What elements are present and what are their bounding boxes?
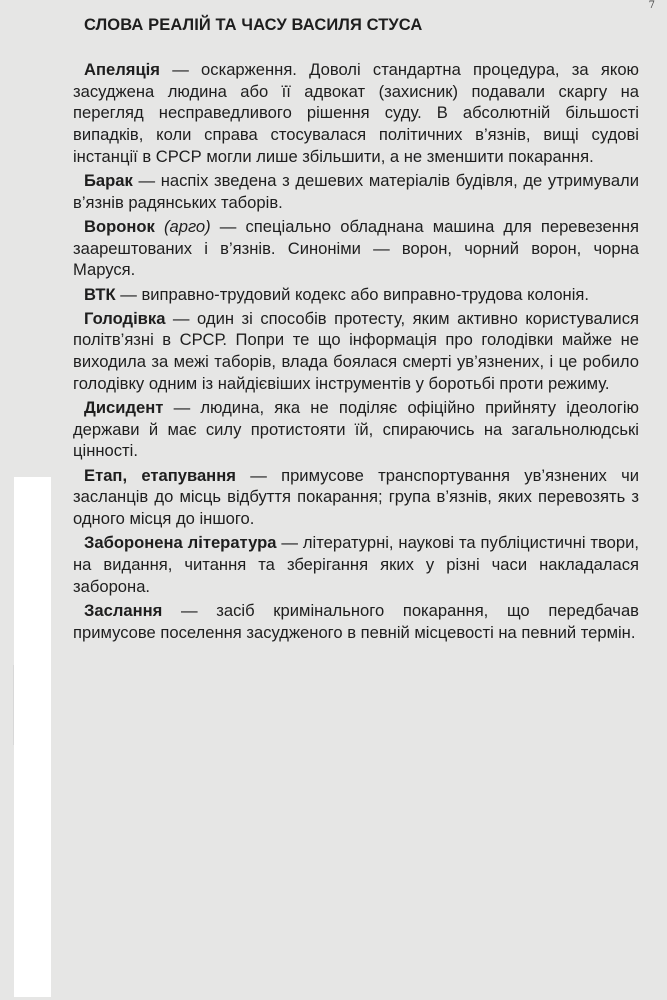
entry-term: Голодівка bbox=[84, 308, 166, 328]
entry-term: Барак bbox=[84, 171, 133, 191]
entry-term: Етап, етапування bbox=[84, 465, 236, 485]
binding-line bbox=[13, 665, 14, 745]
entry-term: Заборонена література bbox=[84, 533, 277, 553]
entry-term: ВТК bbox=[84, 284, 116, 304]
glossary bbox=[73, 59, 639, 646]
glossary-entry bbox=[73, 59, 639, 168]
entry-definition: — літературні, наукові та публіцистичні твори, на видання, читання та зберігання яких у різні часи накладалася заборона. bbox=[73, 533, 639, 596]
glossary-entry bbox=[73, 170, 639, 213]
glossary-entry bbox=[73, 308, 639, 395]
glossary-entry bbox=[73, 600, 639, 643]
entry-definition: — виправно-трудовий кодекс або виправно-трудова колонія. bbox=[115, 284, 589, 304]
glossary-entry bbox=[73, 532, 639, 597]
entry-definition: — спеціально обладнана машина для перевезення заарештованих і в’язнів. Синоніми — ворон, чорний ворон, чорна Маруся. bbox=[73, 216, 639, 280]
page-margin-strip bbox=[14, 477, 51, 997]
glossary-entry bbox=[73, 216, 639, 281]
entry-definition: — наспіх зведена з дешевих матеріалів будівля, де утримували в’язнів радянських таборів. bbox=[73, 171, 639, 212]
glossary-entry bbox=[73, 284, 639, 306]
entry-term: Дисидент bbox=[84, 398, 164, 418]
entry-definition: — людина, яка не поділяє офіційно прийняту ідеологію держави й має силу протистояти їй, спираючись на загальнолюдські цінності. bbox=[73, 398, 639, 461]
page-number: 7 bbox=[648, 0, 655, 11]
entry-term: Заслання bbox=[84, 600, 163, 620]
page-title: СЛОВА РЕАЛІЙ ТА ЧАСУ ВАСИЛЯ СТУСА bbox=[84, 16, 423, 34]
entry-definition: — один зі способів протесту, яким активно користувалися політв’язні в СРСР. Попри те що інформація про голодівки майже не виходила за межі таборів, влада боялася смерті ув’язнених, і це робило голодівку одним із найдієвіших інструментів у боротьбі проти режиму. bbox=[73, 308, 639, 393]
entry-term: Воронок bbox=[84, 216, 155, 236]
glossary-entry bbox=[73, 397, 639, 462]
glossary-entry bbox=[73, 465, 639, 530]
entry-term: Апеляція bbox=[84, 60, 160, 79]
entry-definition: — примусове транспортування ув’язнених чи засланців до місць відбуття покарання; група в’язнів, яких перевозять з одного місця до іншого. bbox=[73, 465, 639, 529]
entry-definition: — оскарження. Доволі стандартна процедура, за якою засуджена людина або її адвокат (захисник) подавали скаргу на перегляд несправедливого рішення суду. В абсолютній більшості випадків, коли справа стосувалася політичних в’язнів, вищі судові інстанції в СРСР могли лише збільшити, а не зменшити покарання. bbox=[73, 60, 639, 166]
entry-note: (арго) bbox=[154, 216, 211, 236]
entry-definition: — засіб кримінального покарання, що передбачав примусове поселення засудженого в певній місцевості на певний термін. bbox=[73, 600, 639, 642]
